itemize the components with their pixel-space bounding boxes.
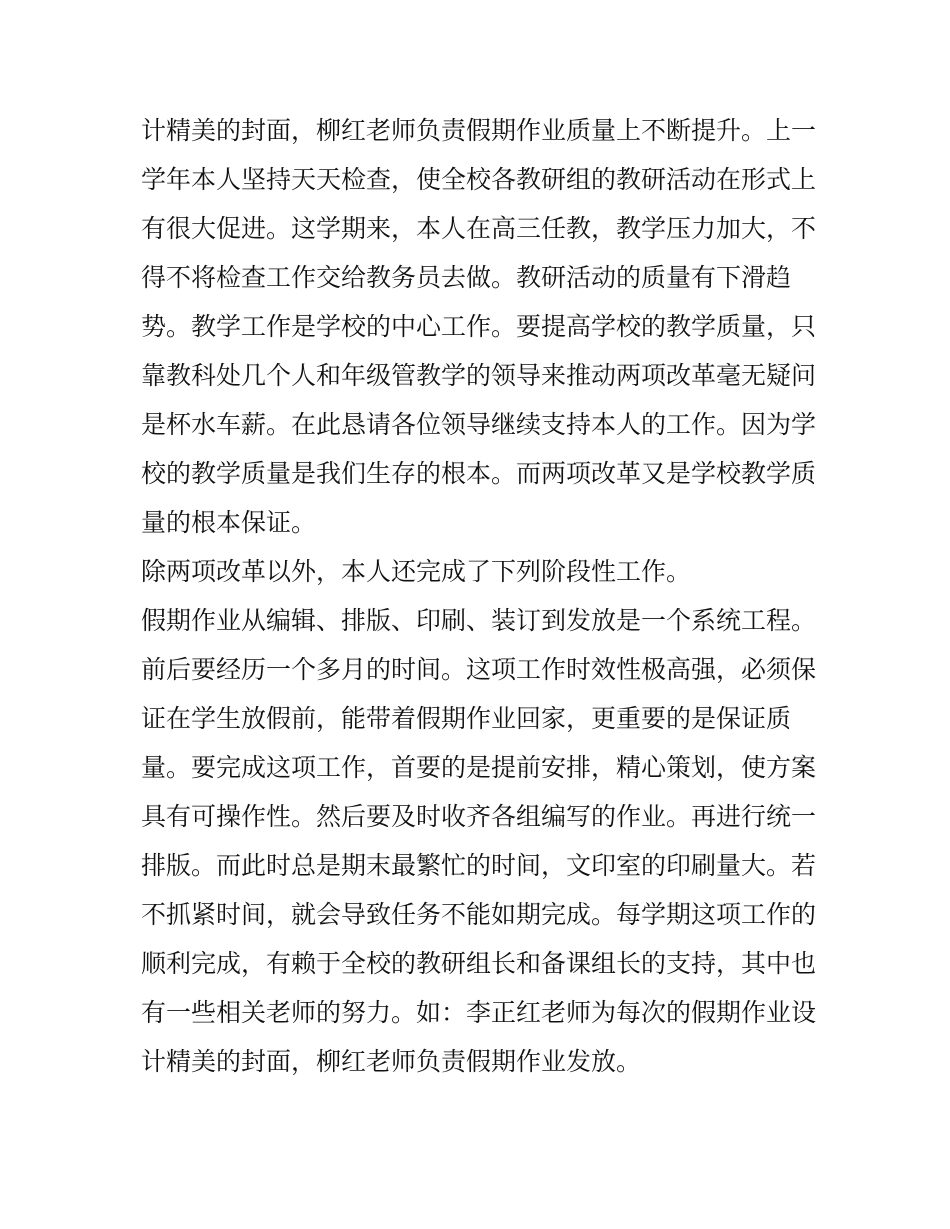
text-line: 计精美的封面，柳红老师负责假期作业质量上不断提升。上一 <box>141 116 817 145</box>
text-line: 有一些相关老师的努力。如：李正红老师为每次的假期作业设 <box>141 998 817 1027</box>
text-line: 前后要经历一个多月的时间。这项工作时效性极高强，必须保 <box>141 655 817 684</box>
text-line: 得不将检查工作交给教务员去做。教研活动的质量有下滑趋 <box>141 263 792 292</box>
text-line: 是杯水车薪。在此恳请各位领导继续支持本人的工作。因为学 <box>141 410 817 439</box>
text-line: 量的根本保证。 <box>141 508 317 537</box>
text-line: 具有可操作性。然后要及时收齐各组编写的作业。再进行统一 <box>141 802 817 831</box>
text-line: 学年本人坚持天天检查，使全校各教研组的教研活动在形式上 <box>141 165 817 194</box>
text-line: 不抓紧时间，就会导致任务不能如期完成。每学期这项工作的 <box>141 900 817 929</box>
text-line: 除两项改革以外，本人还完成了下列阶段性工作。 <box>141 557 692 586</box>
text-line: 假期作业从编辑、排版、印刷、装订到发放是一个系统工程。 <box>141 606 817 635</box>
text-line: 靠教科处几个人和年级管教学的领导来推动两项改革毫无疑问 <box>141 361 817 390</box>
text-line: 有很大促进。这学期来，本人在高三任教，教学压力加大，不 <box>141 214 817 243</box>
text-line: 势。教学工作是学校的中心工作。要提高学校的教学质量，只 <box>141 312 817 341</box>
text-line: 校的教学质量是我们生存的根本。而两项改革又是学校教学质 <box>141 459 817 488</box>
text-line: 排版。而此时总是期末最繁忙的时间，文印室的印刷量大。若 <box>141 851 817 880</box>
text-line: 计精美的封面，柳红老师负责假期作业发放。 <box>141 1047 642 1076</box>
text-line: 顺利完成，有赖于全校的教研组长和备课组长的支持，其中也 <box>141 949 817 978</box>
text-line: 证在学生放假前，能带着假期作业回家，更重要的是保证质 <box>141 704 792 733</box>
document-body <box>141 106 821 1086</box>
text-line: 量。要完成这项工作，首要的是提前安排，精心策划，使方案 <box>141 753 817 782</box>
